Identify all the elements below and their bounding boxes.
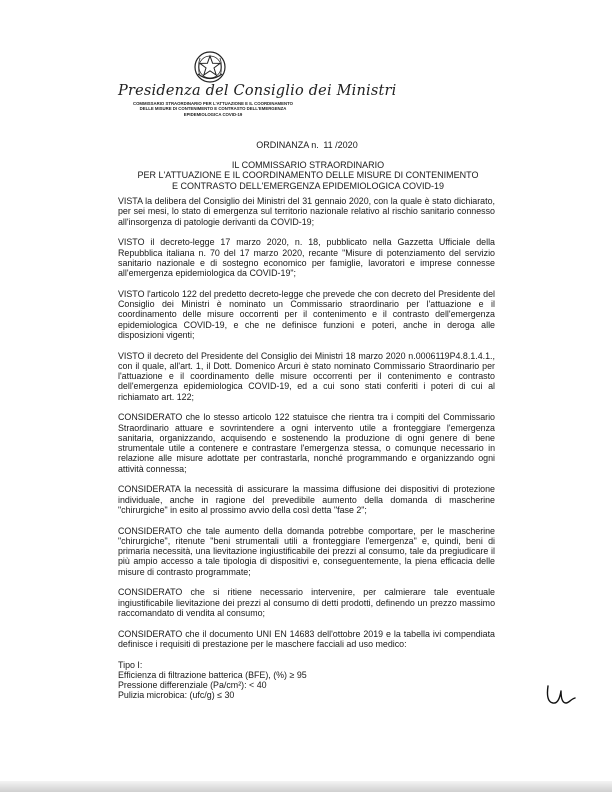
heading-line: E CONTRASTO DELL'EMERGENZA EPIDEMIOLOGICA COVID-19 <box>171 180 445 191</box>
recital-paragraph <box>118 629 495 650</box>
recital-paragraph <box>118 237 495 278</box>
recital-paragraph <box>118 587 495 618</box>
recital-lead: VISTA <box>118 196 143 206</box>
recital-lead: CONSIDERATO <box>118 628 183 639</box>
recital-lead: CONSIDERATA <box>118 484 181 495</box>
ordinance-label: ORDINANZA n. <box>256 140 319 150</box>
institution-subtitle-line: DELLE MISURE DI CONTENIMENTO E CONTRASTO DELL'EMERGENZA <box>139 106 287 112</box>
recital-text: che lo stesso articolo 122 statuisce che rientra tra i compiti del Commissario Straordinario attuare e sovrintendere a ogni intervento utile a fronteggiare l'emergenza sanitaria, organizzando, acquisendo e sostenendo la produzione di ogni genere di bene strumentale utile a contenere e contrastare l'emergenza stessa, o comunque necessario in relazione alle misure adottate per contrastarla, nonché programmando e organizzando ogni attività connessa; <box>118 412 495 474</box>
recital-lead: CONSIDERATO <box>118 587 183 598</box>
recital-paragraph <box>118 196 495 227</box>
institution-subtitle-line: COMMISSARIO STRAORDINARIO PER L'ATTUAZIONE E IL COORDINAMENTO <box>132 101 293 106</box>
mask-spec-block <box>118 660 495 701</box>
recital-paragraph <box>118 289 495 340</box>
recital-lead: VISTO <box>118 237 145 248</box>
recital-text: che si ritiene necessario intervenire, per calmierare tale eventuale ingiustificabile lievitazione dei prezzi al consumo di detti prodotti, definendo un prezzo massimo raccomandato di vendita al consumo; <box>118 587 495 618</box>
recital-text: che tale aumento della domanda potrebbe comportare, per le mascherine "chirurgiche", ritenute "beni strumentali utili a fronteggiare l'emergenza" e, quindi, beni di primaria necessità, una lievitazione ingiustificabile dei prezzi al consumo, tale da pregiudicare il più ampio accesso a tale tipologia di dispositivi e, conseguentemente, la piena efficacia delle misure di contrasto programmate; <box>118 525 495 577</box>
recital-text: il decreto del Presidente del Consiglio dei Ministri 18 marzo 2020 n.0006119P4.8.1.4.1., con il quale, all'art. 1, il Dott. Domenico Arcuri è stato nominato Commissario Straordinario per l'attuazione e il coordinamento delle misure occorrenti per il contenimento e contrasto dell'emergenza epidemiologica COVID-19, ed a cui sono stati conferiti i poteri di cui al richiamato art. 122; <box>118 350 495 402</box>
institution-name: Presidenza del Consiglio dei Ministri <box>118 83 397 99</box>
spec-line: Efficienza di filtrazione batterica (BFE), (%) ≥ 95 <box>118 669 307 680</box>
recital-text: la delibera del Consiglio dei Ministri del 31 gennaio 2020, con la quale è stato dichiarato, per sei mesi, lo stato di emergenza sul territorio nazionale relativo al rischio sanitario connesso all'insorgenza di patologie derivanti da COVID-19; <box>118 196 495 227</box>
commissario-heading <box>118 160 498 191</box>
recital-paragraph <box>118 351 495 402</box>
handwritten-initials-icon <box>545 683 577 707</box>
scan-bottom-edge <box>0 781 612 792</box>
recital-lead: CONSIDERATO <box>118 525 183 536</box>
spec-line: Pressione differenziale (Pa/cm²): < 40 <box>118 680 267 690</box>
recital-text: che il documento UNI EN 14683 dell'ottobre 2019 e la tabella ivi compendiata definisce i requisiti di prestazione per le maschere facciali ad uso medico: <box>118 628 495 649</box>
institution-subtitle-line: EPIDEMIOLOGICA COVID-19 <box>183 111 243 117</box>
recital-lead: VISTO <box>118 288 145 299</box>
heading-line: PER L'ATTUAZIONE E IL COORDINAMENTO DELLE MISURE DI CONTENIMENTO <box>137 170 479 181</box>
spec-heading: Tipo I: <box>118 659 143 670</box>
recital-paragraph <box>118 526 495 577</box>
ordinance-number: 11 /2020 <box>323 140 358 150</box>
recital-text: la necessità di assicurare la massima diffusione dei dispositivi di protezione individuale, anche in ragione del prevedibile aumento della domanda di mascherine "chirurgiche" in esito al prossimo avvio della così detta "fase 2"; <box>118 484 495 515</box>
institution-subtitle <box>118 101 308 117</box>
recital-lead: VISTO <box>118 350 145 361</box>
recital-paragraph <box>118 484 495 515</box>
heading-line: IL COMMISSARIO STRAORDINARIO <box>231 160 385 170</box>
recital-paragraph <box>118 412 495 474</box>
italian-republic-emblem-icon <box>193 50 227 84</box>
ordinance-body <box>118 196 495 701</box>
recital-lead: CONSIDERATO <box>118 412 183 423</box>
ordinance-title <box>0 140 612 150</box>
recital-text: l'articolo 122 del predetto decreto-legge che prevede che con decreto del Presidente del Consiglio dei Ministri è nominato un Commissario straordinario per l'attuazione e il coordinamento delle misure occorrenti per il contenimento e il contrasto dell'emergenza epidemiologica COVID-19, e che ne definisce funzioni e poteri, anche in deroga alle disposizioni vigenti; <box>118 288 495 340</box>
spec-line: Pulizia microbica: (ufc/g) ≤ 30 <box>118 690 235 701</box>
recital-text: il decreto-legge 17 marzo 2020, n. 18, pubblicato nella Gazzetta Ufficiale della Repubblica italiana n. 70 del 17 marzo 2020, recante "Misure di potenziamento del servizio sanitario nazionale e di sostegno economico per famiglie, lavoratori e imprese connesse all'emergenza epidemiologica da COVID-19"; <box>118 237 495 278</box>
